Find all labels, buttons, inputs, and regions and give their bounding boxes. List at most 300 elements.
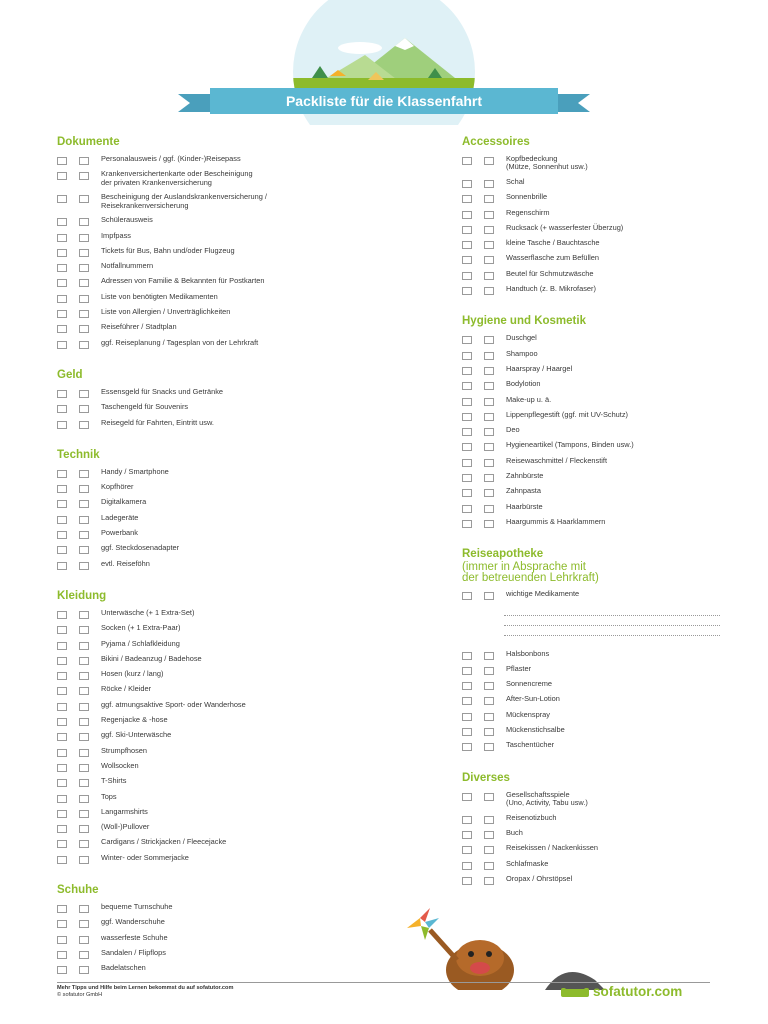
item-label <box>101 823 149 831</box>
item-label-line: Mückenspray <box>506 709 550 719</box>
checkbox[interactable] <box>79 264 89 272</box>
checkbox[interactable] <box>462 287 472 295</box>
checkbox[interactable] <box>79 341 89 349</box>
item-label <box>101 483 133 491</box>
checklist-item <box>57 388 397 403</box>
item-label <box>101 655 202 663</box>
checkbox[interactable] <box>57 825 67 833</box>
checkbox[interactable] <box>57 905 67 913</box>
item-label <box>101 498 146 506</box>
item-label-line: (Uno, Activity, Tabu usw.) <box>506 798 588 808</box>
checkbox[interactable] <box>57 325 67 333</box>
write-in-line[interactable] <box>504 616 720 626</box>
checkbox[interactable] <box>79 856 89 864</box>
checkbox[interactable] <box>462 505 472 513</box>
checkbox[interactable] <box>57 500 67 508</box>
checklist-item <box>57 468 397 483</box>
item-label-line: bequeme Turnschuhe <box>101 901 173 911</box>
checkbox[interactable] <box>57 421 67 429</box>
checkbox[interactable] <box>57 390 67 398</box>
checkbox[interactable] <box>462 877 472 885</box>
item-label-line: Wollsocken <box>101 760 139 770</box>
checkbox[interactable] <box>79 718 89 726</box>
section-diverses <box>462 772 732 890</box>
item-label-line: Sonnencreme <box>506 679 553 689</box>
checkbox[interactable] <box>57 642 67 650</box>
section-title: Accessoires <box>462 136 530 148</box>
checkbox[interactable] <box>57 672 67 680</box>
item-label-line: Oropax / Ohrstöpsel <box>506 873 573 883</box>
checkbox[interactable] <box>484 667 494 675</box>
checkbox[interactable] <box>57 795 67 803</box>
checkbox[interactable] <box>484 728 494 736</box>
checkbox[interactable] <box>484 505 494 513</box>
checkbox[interactable] <box>462 272 472 280</box>
checkbox[interactable] <box>462 157 472 165</box>
item-label-line: Haarspray / Haargel <box>506 363 573 373</box>
item-label-line: Reisenotizbuch <box>506 812 557 822</box>
brand-logo <box>561 984 682 999</box>
item-label-line: Essensgeld für Snacks und Getränke <box>101 386 224 396</box>
checkbox[interactable] <box>484 180 494 188</box>
checklist-item <box>57 964 397 979</box>
checkbox[interactable] <box>484 287 494 295</box>
checklist-item <box>462 334 732 349</box>
checkbox[interactable] <box>462 352 472 360</box>
checkbox[interactable] <box>484 382 494 390</box>
checklist-item <box>57 293 397 308</box>
section-title: Kleidung <box>57 589 107 602</box>
checkbox[interactable] <box>57 310 67 318</box>
checkbox[interactable] <box>462 667 472 675</box>
checkbox[interactable] <box>79 157 89 165</box>
checkbox[interactable] <box>79 703 89 711</box>
checkbox[interactable] <box>57 856 67 864</box>
checkbox[interactable] <box>79 687 89 695</box>
checkbox[interactable] <box>79 562 89 570</box>
checkbox[interactable] <box>57 687 67 695</box>
checkbox[interactable] <box>462 793 472 801</box>
checklist-item <box>462 814 732 829</box>
checklist-item <box>462 503 732 518</box>
checkbox[interactable] <box>462 831 472 839</box>
section-dokumente <box>57 136 397 354</box>
checkbox[interactable] <box>462 520 472 528</box>
checkbox[interactable] <box>79 749 89 757</box>
checkbox[interactable] <box>57 611 67 619</box>
checkbox[interactable] <box>462 226 472 234</box>
checkbox[interactable] <box>484 413 494 421</box>
checkbox[interactable] <box>484 352 494 360</box>
checkbox[interactable] <box>484 489 494 497</box>
section-title: Reiseapotheke <box>462 548 544 561</box>
item-label <box>101 193 267 210</box>
checkbox[interactable] <box>57 279 67 287</box>
checkbox[interactable] <box>484 474 494 482</box>
checkbox[interactable] <box>79 218 89 226</box>
checklist-item <box>462 829 732 844</box>
checkbox[interactable] <box>484 241 494 249</box>
item-label-line: Bikini / Badeanzug / Badehose <box>101 653 202 663</box>
checklist-item <box>57 216 397 231</box>
item-label <box>101 609 194 617</box>
checkbox[interactable] <box>79 733 89 741</box>
checkbox[interactable] <box>462 592 472 600</box>
checkbox[interactable] <box>462 443 472 451</box>
checkbox[interactable] <box>484 713 494 721</box>
checkbox[interactable] <box>79 172 89 180</box>
checkbox[interactable] <box>79 795 89 803</box>
checkbox[interactable] <box>57 810 67 818</box>
brand-name: sofatutor.com <box>593 984 683 999</box>
checkbox[interactable] <box>79 234 89 242</box>
write-in-line[interactable] <box>504 606 720 616</box>
checkbox[interactable] <box>462 428 472 436</box>
checkbox[interactable] <box>484 272 494 280</box>
checkbox[interactable] <box>484 877 494 885</box>
section-accessoires <box>462 136 732 300</box>
checkbox[interactable] <box>57 157 67 165</box>
checkbox[interactable] <box>484 256 494 264</box>
item-label <box>101 716 168 724</box>
item-label-line: der privaten Krankenversicherung <box>101 177 212 187</box>
checkbox[interactable] <box>484 846 494 854</box>
item-label <box>506 680 552 688</box>
checklist-item <box>57 419 397 434</box>
checkbox[interactable] <box>79 310 89 318</box>
checkbox[interactable] <box>79 642 89 650</box>
checkbox[interactable] <box>79 626 89 634</box>
item-label-line: Gesellschaftsspiele <box>506 789 570 799</box>
checkbox[interactable] <box>79 421 89 429</box>
checklist-item <box>57 514 397 529</box>
item-label-line: Powerbank <box>101 528 138 538</box>
checkbox[interactable] <box>79 295 89 303</box>
item-label-line: wasserfeste Schuhe <box>101 932 168 942</box>
checkbox[interactable] <box>57 703 67 711</box>
checklist-item <box>462 518 732 533</box>
checklist-item <box>57 277 397 292</box>
checklist-item <box>57 403 397 418</box>
checkbox[interactable] <box>57 295 67 303</box>
item-label-line: Regenschirm <box>506 207 550 217</box>
section-title: Diverses <box>462 771 510 784</box>
checkbox[interactable] <box>484 816 494 824</box>
checkbox[interactable] <box>57 405 67 413</box>
footer-divider <box>57 982 710 983</box>
checklist-item <box>462 426 732 441</box>
item-label-line: Schal <box>506 177 525 186</box>
checkbox[interactable] <box>79 779 89 787</box>
checkbox[interactable] <box>57 840 67 848</box>
checklist-item <box>462 270 732 285</box>
checklist-item <box>462 411 732 426</box>
checkbox[interactable] <box>462 652 472 660</box>
checkbox[interactable] <box>79 485 89 493</box>
checklist-item <box>57 655 397 670</box>
item-label-line: Langarmshirts <box>101 806 148 816</box>
item-label-line: Haargummis & Haarklammern <box>506 516 606 526</box>
item-label <box>101 155 241 163</box>
item-label-line: Shampoo <box>506 348 538 358</box>
item-label <box>101 232 131 240</box>
checkbox[interactable] <box>462 459 472 467</box>
checkbox[interactable] <box>79 195 89 203</box>
checkbox[interactable] <box>79 531 89 539</box>
checkbox[interactable] <box>462 398 472 406</box>
checkbox[interactable] <box>484 682 494 690</box>
checkbox[interactable] <box>57 749 67 757</box>
checkbox[interactable] <box>57 733 67 741</box>
checkbox[interactable] <box>57 966 67 974</box>
item-label <box>506 334 537 342</box>
checkbox[interactable] <box>462 211 472 219</box>
checkbox[interactable] <box>79 611 89 619</box>
checklist-item <box>462 590 732 605</box>
checkbox[interactable] <box>484 157 494 165</box>
checkbox[interactable] <box>484 697 494 705</box>
item-label <box>101 293 218 301</box>
checkbox[interactable] <box>57 195 67 203</box>
checklist-item <box>57 838 397 853</box>
item-label <box>506 472 543 480</box>
item-label-line: Buch <box>506 827 523 837</box>
item-label <box>506 380 541 388</box>
checkbox[interactable] <box>462 474 472 482</box>
item-label <box>506 860 548 868</box>
checkbox[interactable] <box>484 652 494 660</box>
checkbox[interactable] <box>57 562 67 570</box>
checkbox[interactable] <box>484 211 494 219</box>
item-label <box>506 829 523 837</box>
checkbox[interactable] <box>57 718 67 726</box>
item-label <box>101 419 214 427</box>
checklist-item <box>462 741 732 756</box>
checkbox[interactable] <box>484 862 494 870</box>
item-label <box>506 650 549 658</box>
item-label-line: ggf. Ski-Unterwäsche <box>101 730 172 740</box>
checkbox[interactable] <box>57 218 67 226</box>
item-label-line: Lippenpflegestift (ggf. mit UV-Schutz) <box>506 409 629 419</box>
checkbox[interactable] <box>462 195 472 203</box>
checkbox[interactable] <box>462 489 472 497</box>
checkbox[interactable] <box>79 546 89 554</box>
item-label-line: Rucksack (+ wasserfester Überzug) <box>506 222 624 232</box>
checkbox[interactable] <box>462 180 472 188</box>
item-label <box>506 285 596 293</box>
checkbox[interactable] <box>57 516 67 524</box>
checkbox[interactable] <box>484 226 494 234</box>
section-reiseapotheke <box>462 548 732 756</box>
item-label-line: Pyjama / Schlafkleidung <box>101 638 180 648</box>
checkbox[interactable] <box>79 470 89 478</box>
checkbox[interactable] <box>57 779 67 787</box>
checkbox[interactable] <box>484 592 494 600</box>
checkbox[interactable] <box>79 405 89 413</box>
checkbox[interactable] <box>79 825 89 833</box>
checklist-item <box>462 285 732 300</box>
checkbox[interactable] <box>79 936 89 944</box>
checkbox[interactable] <box>462 241 472 249</box>
item-label-line: Taschentücher <box>506 740 555 750</box>
item-label <box>506 695 560 703</box>
item-label-line: T-Shirts <box>101 776 127 786</box>
checkbox[interactable] <box>57 470 67 478</box>
checklist-item <box>57 747 397 762</box>
checklist-item <box>462 380 732 395</box>
checklist-item <box>462 441 732 456</box>
item-label-line: Schlafmaske <box>506 858 549 868</box>
checklist-item <box>57 498 397 513</box>
checklist-item <box>57 232 397 247</box>
checklist-item <box>57 323 397 338</box>
checklist-item <box>462 224 732 239</box>
checkbox[interactable] <box>57 531 67 539</box>
checklist-item <box>57 483 397 498</box>
checklist-item <box>57 170 397 193</box>
section-title: Geld <box>57 368 83 381</box>
checkbox[interactable] <box>484 367 494 375</box>
checkbox[interactable] <box>57 249 67 257</box>
checkbox[interactable] <box>462 256 472 264</box>
checkbox[interactable] <box>79 500 89 508</box>
checkbox[interactable] <box>484 443 494 451</box>
checkbox[interactable] <box>484 195 494 203</box>
checkbox[interactable] <box>484 831 494 839</box>
checkbox[interactable] <box>462 816 472 824</box>
checklist-item <box>57 640 397 655</box>
checkbox[interactable] <box>462 682 472 690</box>
item-label <box>101 216 153 224</box>
checklist-item <box>462 350 732 365</box>
item-label <box>506 270 594 278</box>
item-label <box>506 224 623 232</box>
item-label <box>101 670 163 678</box>
checkbox[interactable] <box>79 657 89 665</box>
checkbox[interactable] <box>79 279 89 287</box>
section-title: Hygiene und Kosmetik <box>462 315 586 328</box>
checkbox[interactable] <box>484 793 494 801</box>
checkbox[interactable] <box>79 905 89 913</box>
checkbox[interactable] <box>484 336 494 344</box>
checkbox[interactable] <box>79 516 89 524</box>
checklist-item <box>462 239 732 254</box>
checklist-item <box>57 762 397 777</box>
checkbox[interactable] <box>484 398 494 406</box>
item-label-line: Cardigans / Strickjacken / Fleecejacke <box>101 837 227 847</box>
checkbox[interactable] <box>462 743 472 751</box>
checkbox[interactable] <box>462 336 472 344</box>
item-label <box>101 514 138 522</box>
checkbox[interactable] <box>57 234 67 242</box>
checkbox[interactable] <box>462 846 472 854</box>
checkbox[interactable] <box>57 626 67 634</box>
checkbox[interactable] <box>57 657 67 665</box>
item-label <box>101 685 151 693</box>
checkbox[interactable] <box>57 172 67 180</box>
checkbox[interactable] <box>57 920 67 928</box>
item-label <box>506 350 538 358</box>
item-label-line: Winter- oder Sommerjacke <box>101 852 189 862</box>
checkbox[interactable] <box>462 413 472 421</box>
item-label <box>506 239 600 247</box>
item-label-line: Digitalkamera <box>101 497 147 507</box>
checkbox[interactable] <box>79 325 89 333</box>
checkbox[interactable] <box>79 951 89 959</box>
item-label-line: Reiseführer / Stadtplan <box>101 322 177 332</box>
checkbox[interactable] <box>57 264 67 272</box>
checklist-item <box>462 209 732 224</box>
item-label <box>101 323 177 331</box>
item-label-line: Kopfhörer <box>101 482 134 492</box>
checkbox[interactable] <box>79 840 89 848</box>
item-label <box>101 762 139 770</box>
checkbox[interactable] <box>57 341 67 349</box>
item-label-line: Personalausweis / ggf. (Kinder-)Reisepass <box>101 154 241 163</box>
checklist-item <box>462 844 732 859</box>
checklist-item <box>57 155 397 170</box>
item-label <box>101 964 146 972</box>
checkbox[interactable] <box>484 520 494 528</box>
item-label-line: Bodylotion <box>506 379 541 389</box>
checkbox[interactable] <box>79 390 89 398</box>
checkbox[interactable] <box>57 546 67 554</box>
checkbox[interactable] <box>462 382 472 390</box>
item-label <box>506 844 598 852</box>
checklist-item <box>462 665 732 680</box>
checkbox[interactable] <box>79 966 89 974</box>
checkbox[interactable] <box>57 951 67 959</box>
item-label-line: Tops <box>101 791 117 801</box>
item-label <box>506 178 525 186</box>
checklist-item <box>462 791 732 814</box>
checklist-item <box>57 701 397 716</box>
item-label <box>506 155 588 172</box>
section-hygiene-und-kosmetik <box>462 315 732 533</box>
checkbox[interactable] <box>79 249 89 257</box>
item-label-line: Handtuch (z. B. Mikrofaser) <box>506 284 596 294</box>
item-label <box>506 411 628 419</box>
checklist-item <box>57 731 397 746</box>
checkbox[interactable] <box>462 367 472 375</box>
section-geld <box>57 369 397 434</box>
checklist-item <box>57 624 397 639</box>
checkbox[interactable] <box>79 672 89 680</box>
write-in-line[interactable] <box>504 626 720 636</box>
item-label-line: Ladegeräte <box>101 512 139 522</box>
checkbox[interactable] <box>79 810 89 818</box>
item-label-line: ggf. Steckdosenadapter <box>101 543 180 553</box>
checkbox[interactable] <box>462 862 472 870</box>
checkbox[interactable] <box>484 459 494 467</box>
checkbox[interactable] <box>57 764 67 772</box>
checkbox[interactable] <box>484 428 494 436</box>
item-label-line: ggf. Reiseplanung / Tagesplan von der Lehrkraft <box>101 337 259 347</box>
checkbox[interactable] <box>79 764 89 772</box>
checkbox[interactable] <box>79 920 89 928</box>
checkbox[interactable] <box>462 697 472 705</box>
checklist-item <box>462 457 732 472</box>
checkbox[interactable] <box>462 728 472 736</box>
checkbox[interactable] <box>462 713 472 721</box>
checkbox[interactable] <box>57 936 67 944</box>
checkbox[interactable] <box>57 485 67 493</box>
checklist-item <box>57 560 397 575</box>
checkbox[interactable] <box>484 743 494 751</box>
item-label <box>101 529 138 537</box>
checklist-item <box>57 949 397 964</box>
item-label-line: Röcke / Kleider <box>101 684 152 694</box>
